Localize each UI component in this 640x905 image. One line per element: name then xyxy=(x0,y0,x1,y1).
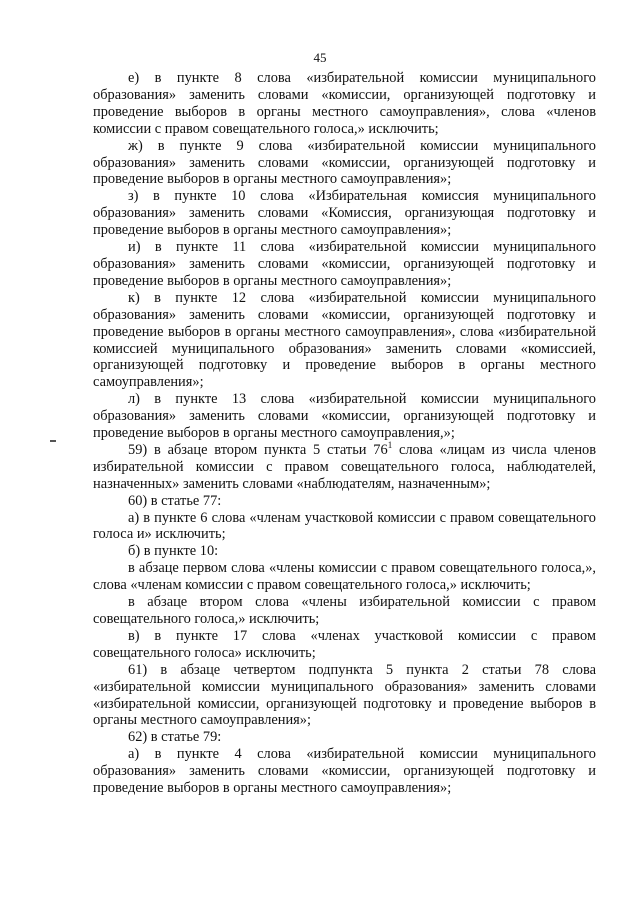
paragraph-60-a: а) в пункте 6 слова «членам участковой комиссии с правом совещательного голоса и» исключить; xyxy=(93,509,596,543)
paragraph-62: 62) в статье 79: xyxy=(128,729,222,746)
paragraph-62-a: а) в пункте 4 слова «избирательной комиссии муниципального образования» заменить словами «комиссии, организующей подготовку и проведение выборов в органы местного самоуправления»; xyxy=(93,746,596,797)
margin-mark xyxy=(50,440,56,442)
paragraph-e: е) в пункте 8 слова «избирательной комиссии муниципального образования» заменить словами «комиссии, организующей подготовку и проведение выборов в органы местного самоуправления», слова «членов комиссии с правом совещательного голоса,» исключить; xyxy=(93,70,596,137)
paragraph-zh: ж) в пункте 9 слова «избирательной комиссии муниципального образования» заменить словами «комиссии, организующей подготовку и проведение выборов в органы местного самоуправления»; xyxy=(93,137,596,188)
paragraph-59-lead: 59) в абзаце втором пункта 5 статьи 76 xyxy=(128,441,388,458)
paragraph-59-rest: слова «лицам из числа членов избирательной комиссии с правом совещательного голоса, наблюдателей, назначенных» заменить словами «наблюдателям, назначенным»; xyxy=(93,441,597,492)
page-number: 45 xyxy=(313,50,327,65)
paragraph-60-b-second: в абзаце втором слова «члены избирательной комиссии с правом совещательного голоса,» исключить; xyxy=(93,594,596,627)
document-body xyxy=(93,70,596,797)
paragraph-60-b: б) в пункте 10: xyxy=(128,543,219,560)
paragraph-60: 60) в статье 77: xyxy=(128,492,222,509)
paragraph-k: к) в пункте 12 слова «избирательной комиссии муниципального образования» заменить словами «комиссии, организующей подготовку и проведение выборов в органы местного самоуправления», слова «избирательной комиссией муниципального образования» заменить словами «комиссией, организующей подготовку и проведение выборов в органы местного самоуправления»; xyxy=(93,289,596,391)
paragraph-59-superscript: 1 xyxy=(387,440,393,451)
paragraph-i: и) в пункте 11 слова «избирательной комиссии муниципального образования» заменить словами «комиссии, организующей подготовку и проведение выборов в органы местного самоуправления»; xyxy=(93,239,596,289)
paragraph-61: 61) в абзаце четвертом подпункта 5 пункта 2 статьи 78 слова «избирательной комиссии муниципального образования» заменить словами «избирательной комиссии, организующей подготовку и проведение выборов в органы местного самоуправления»; xyxy=(93,661,596,729)
paragraph-60-v: в) в пункте 17 слова «членах участковой комиссии с правом совещательного голоса» исключить; xyxy=(93,627,596,661)
paragraph-59 xyxy=(93,442,596,493)
paragraph-60-b-first: в абзаце первом слова «члены комиссии с правом совещательного голоса,», слова «членам комиссии с правом совещательного голоса,» исключить; xyxy=(93,560,596,594)
paragraph-l: л) в пункте 13 слова «избирательной комиссии муниципального образования» заменить словами «комиссии, организующей подготовку и проведение выборов в органы местного самоуправления,»; xyxy=(93,391,596,442)
paragraph-z: з) в пункте 10 слова «Избирательная комиссия муниципального образования» заменить словами «Комиссия, организующая подготовку и проведение выборов в органы местного самоуправления»; xyxy=(93,188,596,239)
